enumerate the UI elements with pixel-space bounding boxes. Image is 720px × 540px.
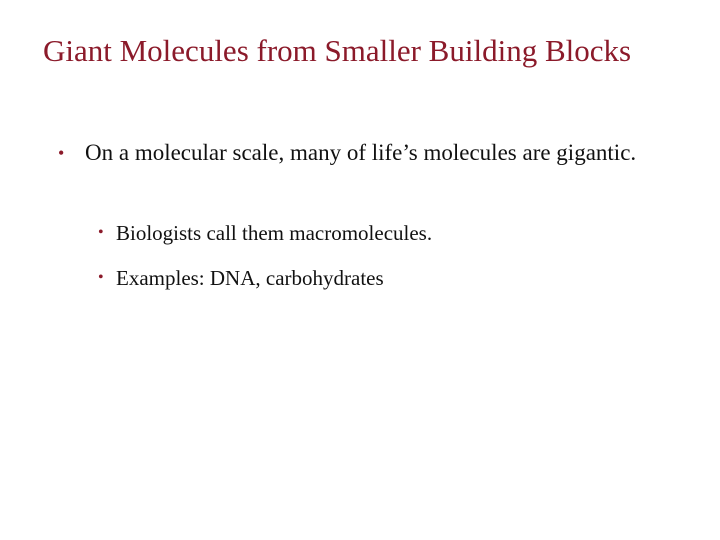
bullet-text: Examples: DNA, carbohydrates [116,266,384,290]
bullet-text: Biologists call them macromolecules. [116,221,433,245]
slide-title: Giant Molecules from Smaller Building Blocks [43,33,632,68]
bullet-text: On a molecular scale, many of life’s molecules are gigantic. [85,140,637,165]
bullet-item-level2 [98,219,676,247]
bullet-item-level1 [58,138,645,168]
bullet-marker: • [58,143,65,163]
bullet-marker: • [98,224,104,241]
bullet-marker: • [98,269,104,286]
bullet-item-level2 [98,264,676,292]
